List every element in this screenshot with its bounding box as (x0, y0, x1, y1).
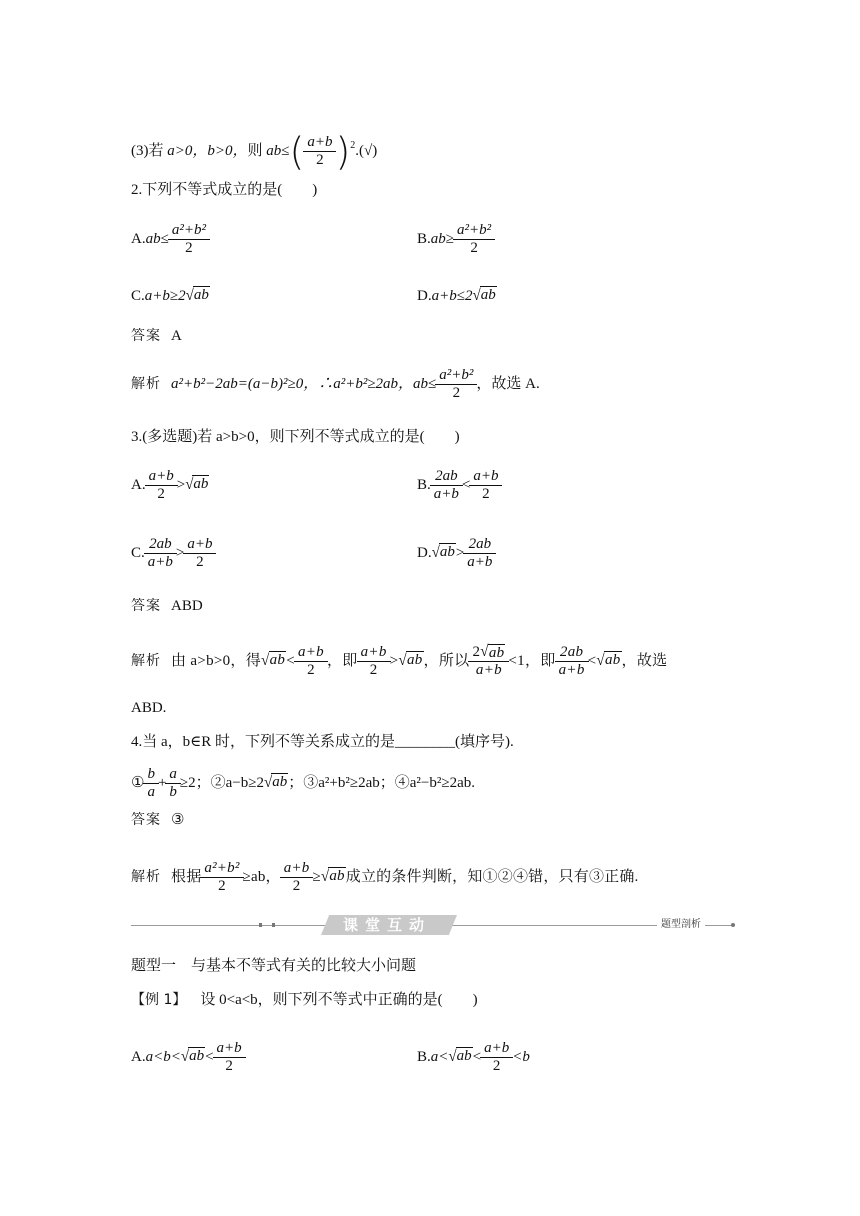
fraction (471, 468, 500, 503)
den: a+b (430, 485, 463, 503)
q3-option-c (131, 536, 215, 571)
num: 2ab (559, 644, 584, 660)
lhs: ab (145, 230, 161, 247)
expr: a+b≤2 (431, 288, 473, 304)
text: ≥ (312, 868, 321, 885)
section-banner (131, 914, 735, 936)
radicand: ab (439, 543, 456, 563)
radicand: ab (269, 651, 287, 671)
q1-cond-b: b>0， (207, 142, 248, 159)
q4-answer (131, 810, 184, 830)
q3-analysis-cont: ABD. (131, 700, 167, 716)
radicand: ab (456, 1047, 473, 1067)
radicand: ab (604, 651, 622, 671)
text: <1，即 (508, 652, 556, 669)
fraction (557, 644, 587, 679)
option-label: B. (417, 230, 431, 247)
sqrt: √ ab (448, 1047, 472, 1066)
sqrt: √ ab (320, 867, 345, 886)
paren-right: ) (335, 129, 351, 174)
answer-label: 答案 (131, 598, 161, 614)
q1-tail: .(√) (355, 142, 378, 159)
radicand: ab (193, 286, 210, 306)
option-label: C. (131, 544, 145, 561)
q2-analysis (131, 367, 540, 402)
sqrt: √ ab (596, 651, 621, 670)
option-label: A. (131, 230, 146, 247)
text: ≥2；②a−b≥2 (179, 774, 265, 791)
answer-value: A (171, 328, 182, 344)
answer-value: ③ (171, 812, 185, 828)
sqrt: √ ab (185, 287, 209, 305)
relation: ≥ (445, 230, 454, 247)
den: 2 (435, 384, 477, 402)
paren-left: ( (289, 129, 305, 174)
num: 2ab (149, 536, 172, 552)
sqrt: √ ab (261, 651, 286, 670)
fraction (470, 644, 507, 679)
num: b (147, 766, 155, 782)
fraction (202, 860, 241, 895)
expr: a+b≥2 (144, 288, 186, 304)
option-label: C. (131, 288, 145, 304)
num: a+b (307, 134, 333, 150)
text: 根据 (171, 868, 202, 885)
relation: < (461, 476, 471, 493)
num (470, 644, 507, 661)
sqrt: √ ab (185, 475, 209, 494)
q1-ab: ab (266, 142, 282, 159)
radicand: ab (188, 1047, 205, 1067)
fraction (432, 468, 461, 503)
num: a+b (187, 536, 213, 552)
num: a+b (360, 644, 387, 660)
q1-text: (3)若 (131, 142, 164, 159)
coef: 2 (472, 644, 481, 660)
den: 2 (453, 239, 495, 257)
q2-option-c (131, 286, 210, 306)
num: a (169, 766, 177, 782)
analysis-text: a²+b²−2ab=(a−b)²≥0，∴a²+b²≥2ab，ab≤ (171, 375, 437, 392)
fraction (482, 1040, 511, 1075)
analysis-label: 解析 (131, 375, 161, 392)
option-label: B. (417, 1048, 431, 1065)
answer-label: 答案 (131, 328, 161, 344)
num: a²+b² (171, 222, 206, 238)
sqrt: √ ab (398, 651, 423, 670)
fraction (167, 766, 179, 801)
q1-le: ≤ (281, 142, 290, 159)
analysis-label: 解析 (131, 652, 161, 669)
text: ，即 (326, 652, 358, 669)
q2-stem: 2.下列不等式成立的是( ) (131, 182, 318, 198)
circled-1: ① (131, 774, 145, 791)
text: ，故选 (621, 652, 668, 669)
plus: + (157, 774, 167, 791)
banner-title: 课堂互动 (343, 916, 432, 934)
example-text: 设 0<a<b，则下列不等式中正确的是( ) (200, 992, 478, 1008)
q4-analysis (131, 860, 639, 895)
den: 2 (145, 485, 178, 503)
text: ；③a²+b²≥2ab；④a²−b²≥2ab. (288, 774, 476, 791)
den: 2 (200, 877, 243, 895)
example-1-stem (131, 990, 478, 1010)
q3-answer (131, 596, 203, 616)
text: 成立的条件判断，知①②④错，只有③正确. (345, 868, 639, 885)
q1-item-3 (131, 129, 378, 174)
num: 2ab (468, 536, 492, 552)
option-label: A. (131, 1048, 146, 1065)
sqrt: √ ab (431, 543, 455, 562)
fraction (282, 860, 312, 895)
q3-stem: 3.(多选题)若 a>b>0，则下列不等式成立的是( ) (131, 429, 460, 445)
num: a+b (148, 468, 174, 484)
q1-power: 2 (350, 139, 356, 151)
analysis-label: 解析 (131, 868, 161, 885)
relation: > (455, 544, 465, 561)
fraction (215, 1040, 244, 1075)
den: 2 (183, 553, 216, 571)
num: a+b (484, 1040, 510, 1056)
fraction (170, 222, 208, 257)
q2-answer (131, 326, 182, 346)
banner-end-dot (731, 923, 735, 927)
text: <b (512, 1048, 530, 1065)
relation: ≤ (160, 230, 169, 247)
banner-ornament (259, 923, 275, 927)
relation: < (587, 652, 597, 669)
num: a+b (283, 860, 310, 876)
q2-option-a (131, 222, 209, 257)
den: a+b (463, 553, 496, 571)
den: 2 (469, 485, 502, 503)
sqrt: √ ab (472, 287, 496, 305)
fraction (465, 536, 494, 571)
example-1-option-b (417, 1040, 530, 1075)
den: 2 (303, 151, 336, 169)
den: 2 (357, 661, 391, 679)
option-label: D. (417, 544, 432, 561)
q4-choices (131, 766, 475, 801)
q1-fraction (305, 134, 334, 169)
text: a<b< (145, 1048, 181, 1065)
q3-option-a (131, 468, 209, 503)
fraction (296, 644, 326, 679)
example-label: 【例 1】 (131, 992, 187, 1008)
fraction (437, 367, 475, 402)
radicand: ab (328, 867, 345, 887)
relation: < (286, 652, 295, 669)
den: a+b (144, 553, 177, 571)
sqrt: √ ab (480, 643, 505, 661)
radicand: ab (488, 645, 505, 661)
den: b (165, 783, 181, 801)
option-label: B. (417, 476, 431, 493)
relation: < (472, 1048, 482, 1065)
den: 2 (480, 1057, 513, 1075)
radicand: ab (406, 651, 424, 671)
radicand: ab (192, 475, 209, 495)
fraction (146, 536, 175, 571)
q1-cond-a: a>0， (167, 142, 208, 159)
radicand: ab (480, 286, 497, 306)
sqrt: √ ab (264, 773, 288, 792)
num: 2ab (435, 468, 458, 484)
answer-value: ABD (171, 598, 203, 614)
den: 2 (294, 661, 328, 679)
q2-option-d (417, 286, 497, 306)
fraction (145, 766, 157, 801)
den: 2 (168, 239, 210, 257)
text: ，所以 (423, 652, 470, 669)
option-label: A. (131, 476, 146, 493)
fraction (455, 222, 493, 257)
text: ≥ab， (242, 868, 281, 885)
num: a²+b² (439, 367, 474, 383)
den: 2 (280, 877, 314, 895)
option-label: D. (417, 288, 432, 304)
banner-tag: 题型剖析 (657, 918, 705, 932)
relation: > (175, 544, 185, 561)
section-heading: 题型一 与基本不等式有关的比较大小问题 (131, 958, 417, 974)
sqrt: √ ab (180, 1047, 205, 1066)
analysis-tail: ，故选 A. (476, 375, 540, 392)
radicand: ab (271, 773, 288, 793)
den: 2 (213, 1057, 246, 1075)
q3-option-d (417, 536, 495, 571)
num: a²+b² (457, 222, 492, 238)
text: 由 a>b>0，得 (171, 652, 262, 669)
num: a+b (473, 468, 499, 484)
den: a+b (468, 661, 509, 679)
q4-stem: 4.当 a，b∈R 时，下列不等关系成立的是________(填序号). (131, 734, 514, 750)
q3-option-b (417, 468, 501, 503)
fraction (359, 644, 389, 679)
fraction (147, 468, 176, 503)
example-1-option-a: A.a<b< √ ab < $\frac{a+b}{2}$ (131, 1040, 245, 1075)
answer-label: 答案 (131, 812, 161, 828)
q1-then: 则 (247, 142, 263, 159)
relation: > (176, 476, 186, 493)
den: a+b (555, 661, 589, 679)
num: a+b (216, 1040, 242, 1056)
lhs: ab (430, 230, 446, 247)
relation: > (389, 652, 399, 669)
den: a (143, 783, 159, 801)
text: a< (430, 1048, 449, 1065)
fraction (185, 536, 214, 571)
q2-option-b (417, 222, 494, 257)
num: a+b (297, 644, 324, 660)
num: a²+b² (204, 860, 240, 876)
q3-analysis (131, 644, 667, 679)
